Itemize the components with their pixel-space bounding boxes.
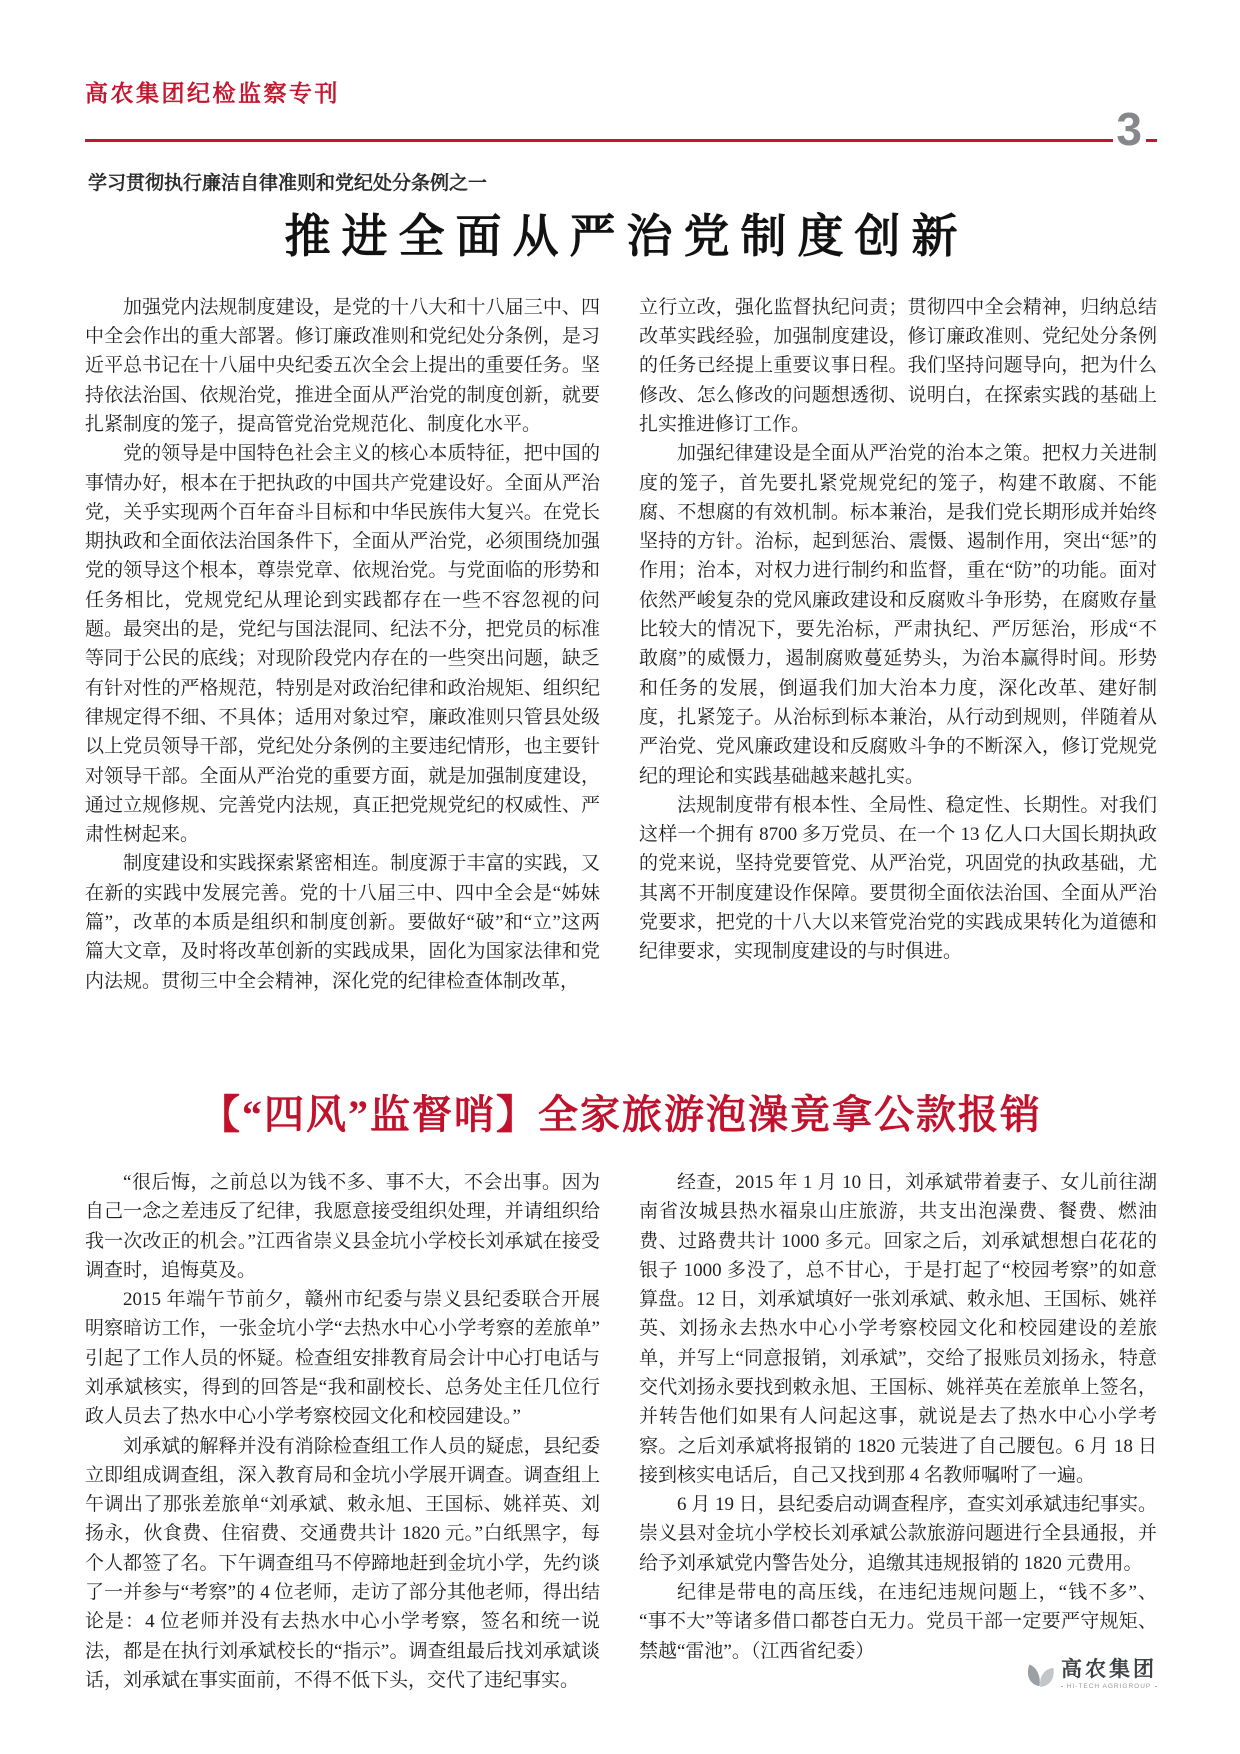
article2-column-left — [85, 1168, 600, 1695]
leaf-icon — [1025, 1661, 1055, 1688]
footer-logo-subtext: HI-TECH AGRIGROUP — [1066, 1682, 1152, 1690]
paragraph: 法规制度带有根本性、全局性、稳定性、长期性。对我们这样一个拥有 8700 多万党员、在一个 13 亿人口大国长期执政的党来说，坚持党要管党、从严治党，巩固党的执政基础，尤其离不开制度建设作保障。要贯彻全面依法治国、全面从严治党要求，把党的十八大以来管党治党的实践成果转化为道德和纪律要求，实现制度建设的与时俱进。 — [639, 794, 1157, 963]
article2-body — [85, 1168, 1157, 1695]
header-rule-dash — [1146, 139, 1157, 142]
article-four-winds — [85, 1092, 1157, 1695]
paragraph: 刘承斌的解释并没有消除检查组工作人员的疑虑，县纪委立即组成调查组，深入教育局和金坑小学展开调查。调查组上午调出了那张差旅单“刘承斌、敕永旭、王国标、姚祥英、刘扬永，伙食费、住宿费、交通费共计 1820 元。”白纸黑字，每个人都签了名。下午调查组马不停蹄地赶到金坑小学，先约谈了一并参与“考察”的 4 位老师，走访了部分其他老师，得出结论是：4 位老师并没有去热水中心小学考察，签名和统一说法，都是在执行刘承斌校长的“指示”。调查组最后找刘承斌谈话，刘承斌在事实面前，不得不低下头，交代了违纪事实。 — [85, 1435, 600, 1691]
header-rule — [85, 103, 1157, 155]
paragraph: 制度建设和实践探索紧密相连。制度源于丰富的实践，又在新的实践中发展完善。党的十八届三中、四中全会是“姊妹篇”，改革的本质是组织和制度创新。要做好“破”和“立”这两篇大文章，及时将改革创新的实践成果，固化为国家法律和党内法规。贯彻三中全会精神，深化党的纪律检查体制改革， — [85, 853, 600, 992]
footer-logo — [1025, 1659, 1157, 1691]
paragraph: 立行立改，强化监督执纪问责；贯彻四中全会精神，归纳总结改革实践经验，加强制度建设，修订廉政准则、党纪处分条例的任务已经提上重要议事日程。我们坚持问题导向，把为什么修改、怎么修改的问题想透彻、说明白，在探索实践的基础上扎实推进修订工作。 — [639, 296, 1157, 435]
header-rule-line — [85, 139, 1113, 142]
footer-logo-text-block — [1061, 1659, 1157, 1691]
masthead-title: 高农集团纪检监察专刊 — [85, 80, 340, 106]
page-number: 3 — [1116, 103, 1142, 155]
paragraph: 2015 年端午节前夕，赣州市纪委与崇义县纪委联合开展明察暗访工作，一张金坑小学“去热水中心小学考察的差旅单”引起了工作人员的怀疑。检查组安排教育局会计中心打电话与刘承斌核实，得到的回答是“我和副校长、总务处主任几位行政人员去了热水中心小学考察校园文化和校园建设。” — [85, 1289, 600, 1428]
logo-sub-bar-right — [1155, 1686, 1157, 1687]
paragraph: 党的领导是中国特色社会主义的核心本质特征，把中国的事情办好，根本在于把执政的中国共产党建设好。全面从严治党，关乎实现两个百年奋斗目标和中华民族伟大复兴。在党长期执政和全面依法治国条件下，全面从严治党，必须围绕加强党的领导这个根本，尊崇党章、依规治党。与党面临的形势和任务相比，党规党纪从理论到实践都存在一些不容忽视的问题。最突出的是，党纪与国法混同、纪法不分，把党员的标准等同于公民的底线；对现阶段党内存在的一些突出问题，缺乏有针对性的严格规范，特别是对政治纪律和政治规矩、组织纪律规定得不细、不具体；适用对象过窄，廉政准则只管县处级以上党员领导干部，党纪处分条例的主要违纪情形，也主要针对领导干部。全面从严治党的重要方面，就是加强制度建设，通过立规修规、完善党内法规，真正把党规党纪的权威性、严肃性树起来。 — [85, 443, 600, 846]
paragraph: 6 月 19 日，县纪委启动调查程序，查实刘承斌违纪事实。崇义县对金坑小学校长刘承斌公款旅游问题进行全县通报，并给予刘承斌党内警告处分，追缴其违规报销的 1820 元费用。 — [639, 1494, 1157, 1574]
article1-body — [85, 293, 1157, 996]
article1-column-right — [639, 293, 1157, 996]
paragraph: 经查，2015 年 1 月 10 日，刘承斌带着妻子、女儿前往湖南省汝城县热水福泉山庄旅游，共支出泡澡费、餐费、燃油费、过路费共计 1000 多元。回家之后，刘承斌想想白花花的银子 1000 多没了，总不甘心，于是打起了“校园考察”的如意算盘。12 日，刘承斌填好一张刘承斌、敕永旭、王国标、姚祥英、刘扬永去热水中心小学考察校园文化和校园建设的差旅单，并写上“同意报销，刘承斌”，交给了报账员刘扬永，特意交代刘扬永要找到敕永旭、王国标、姚祥英在差旅单上签名，并转告他们如果有人问起这事，就说是去了热水中心小学考察。之后刘承斌将报销的 1820 元装进了自己腰包。6 月 18 日接到核实电话后，自己又找到那 4 名教师嘱咐了一遍。 — [639, 1171, 1157, 1486]
paragraph: 加强纪律建设是全面从严治党的治本之策。把权力关进制度的笼子，首先要扎紧党规党纪的笼子，构建不敢腐、不能腐、不想腐的有效机制。标本兼治，是我们党长期形成并始终坚持的方针。治标，起到惩治、震慑、遏制作用，突出“惩”的作用；治本，对权力进行制约和监督，重在“防”的功能。面对依然严峻复杂的党风廉政建设和反腐败斗争形势，在腐败存量比较大的情况下，要先治标，严肃执纪、严厉惩治，形成“不敢腐”的威慑力，遏制腐败蔓延势头，为治本赢得时间。形势和任务的发展，倒逼我们加大治本力度，深化改革、建好制度，扎紧笼子。从治标到标本兼治，从行动到规则，伴随着从严治党、党风廉政建设和反腐败斗争的不断深入，修订党规党纪的理论和实践基础越来越扎实。 — [639, 443, 1157, 787]
article1-column-left — [85, 293, 600, 996]
article2-column-right — [639, 1168, 1157, 1695]
footer-logo-name: 高农集团 — [1061, 1657, 1157, 1681]
paragraph: “很后悔，之前总以为钱不多、事不大，不会出事。因为自己一念之差违反了纪律，我愿意接受组织处理，并请组织给我一次改正的机会。”江西省崇义县金坑小学校长刘承斌在接受调查时，追悔莫及。 — [85, 1171, 600, 1281]
paragraph: 纪律是带电的高压线，在违纪违规问题上，“钱不多”、“事不大”等诸多借口都苍白无力。党员干部一定要严守规矩、禁越“雷池”。（江西省纪委） — [639, 1582, 1157, 1662]
article2-title: 【“四风”监督哨】全家旅游泡澡竟拿公款报销 — [200, 1091, 1042, 1137]
article1-title: 推进全面从严治党制度创新 — [284, 210, 969, 263]
footer-logo-subline — [1061, 1684, 1157, 1691]
article-discipline-system — [85, 174, 1157, 996]
paragraph: 加强党内法规制度建设，是党的十八大和十八届三中、四中全会作出的重大部署。修订廉政准则和党纪处分条例，是习近平总书记在十八届中央纪委五次全会上提出的重要任务。坚持依法治国、依规治党，推进全面从严治党的制度创新，就要扎紧制度的笼子，提高管党治党规范化、制度化水平。 — [85, 296, 600, 435]
article1-kicker: 学习贯彻执行廉洁自律准则和党纪处分条例之一 — [88, 173, 488, 195]
